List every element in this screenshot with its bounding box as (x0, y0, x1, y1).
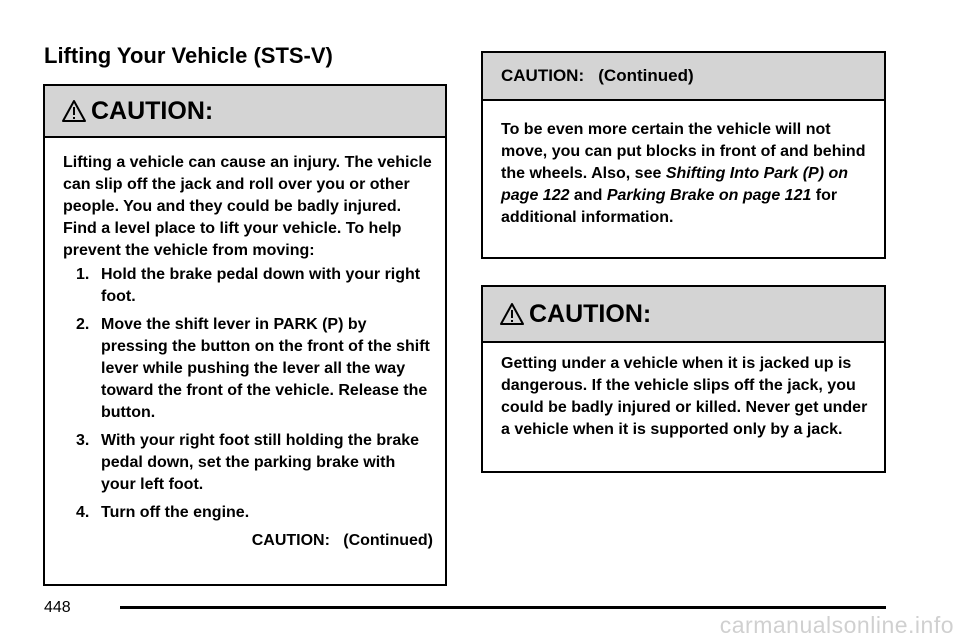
caution-box-continued (481, 51, 886, 259)
caution-header-label: CAUTION: (91, 96, 214, 125)
continued-text-3: for additional information. (501, 187, 838, 226)
caution-continued-note: CAUTION: (Continued) (251, 532, 433, 549)
caution-header-label: CAUTION: (529, 299, 652, 328)
watermark: carmanualsonline.info (719, 612, 954, 638)
step-number: 4. (76, 504, 90, 521)
caution-under-vehicle-text: Getting under a vehicle when it is jacked up is dangerous. If the vehicle slips off the jack, you could be badly injured or killed. Never get under a vehicle when it is supported only by a jack. (501, 355, 868, 438)
caution-intro: Lifting a vehicle can cause an injury. The vehicle can slip off the jack and roll over you or other people. You and they could be badly injured. Find a level place to lift your vehicle. To help prevent the vehicle from moving: (63, 154, 432, 259)
continued-text-2: and (569, 187, 607, 204)
warning-triangle-icon (61, 99, 87, 123)
list-item (63, 314, 433, 424)
list-item (63, 430, 433, 496)
caution-header (483, 287, 884, 343)
step-text: Turn off the engine. (101, 504, 250, 521)
caution-box-under-vehicle (481, 285, 886, 473)
caution-header (45, 86, 445, 138)
caution-continued-text (501, 119, 872, 229)
list-item (63, 502, 433, 524)
page-title: Lifting Your Vehicle (STS-V) (44, 43, 333, 68)
caution-box-lifting (43, 84, 447, 586)
page-number: 448 (44, 599, 71, 616)
step-number: 1. (76, 266, 90, 283)
step-text: Move the shift lever in PARK (P) by pressing the button on the front of the shift lever while pushing the lever all the way toward the front of the vehicle. Release the button. (101, 316, 430, 421)
step-number: 3. (76, 432, 90, 449)
step-text: With your right foot still holding the brake pedal down, set the parking brake with your left foot. (101, 432, 420, 493)
continued-text-1: To be even more certain the vehicle will not move, you can put blocks in front of and behind the wheels. Also, see (501, 121, 866, 182)
reference-parking-brake: Parking Brake on page 121 (606, 187, 812, 204)
steps-list (63, 264, 433, 524)
caution-continued-header-label: CAUTION: (Continued) (501, 66, 694, 85)
warning-triangle-icon (499, 302, 525, 326)
footer-rule (120, 606, 886, 609)
step-number: 2. (76, 316, 90, 333)
reference-shifting-into-park: Shifting Into Park (P) on page 122 (501, 165, 849, 204)
step-text: Hold the brake pedal down with your right foot. (101, 266, 421, 305)
caution-continued-header (483, 53, 884, 101)
list-item (63, 264, 433, 308)
